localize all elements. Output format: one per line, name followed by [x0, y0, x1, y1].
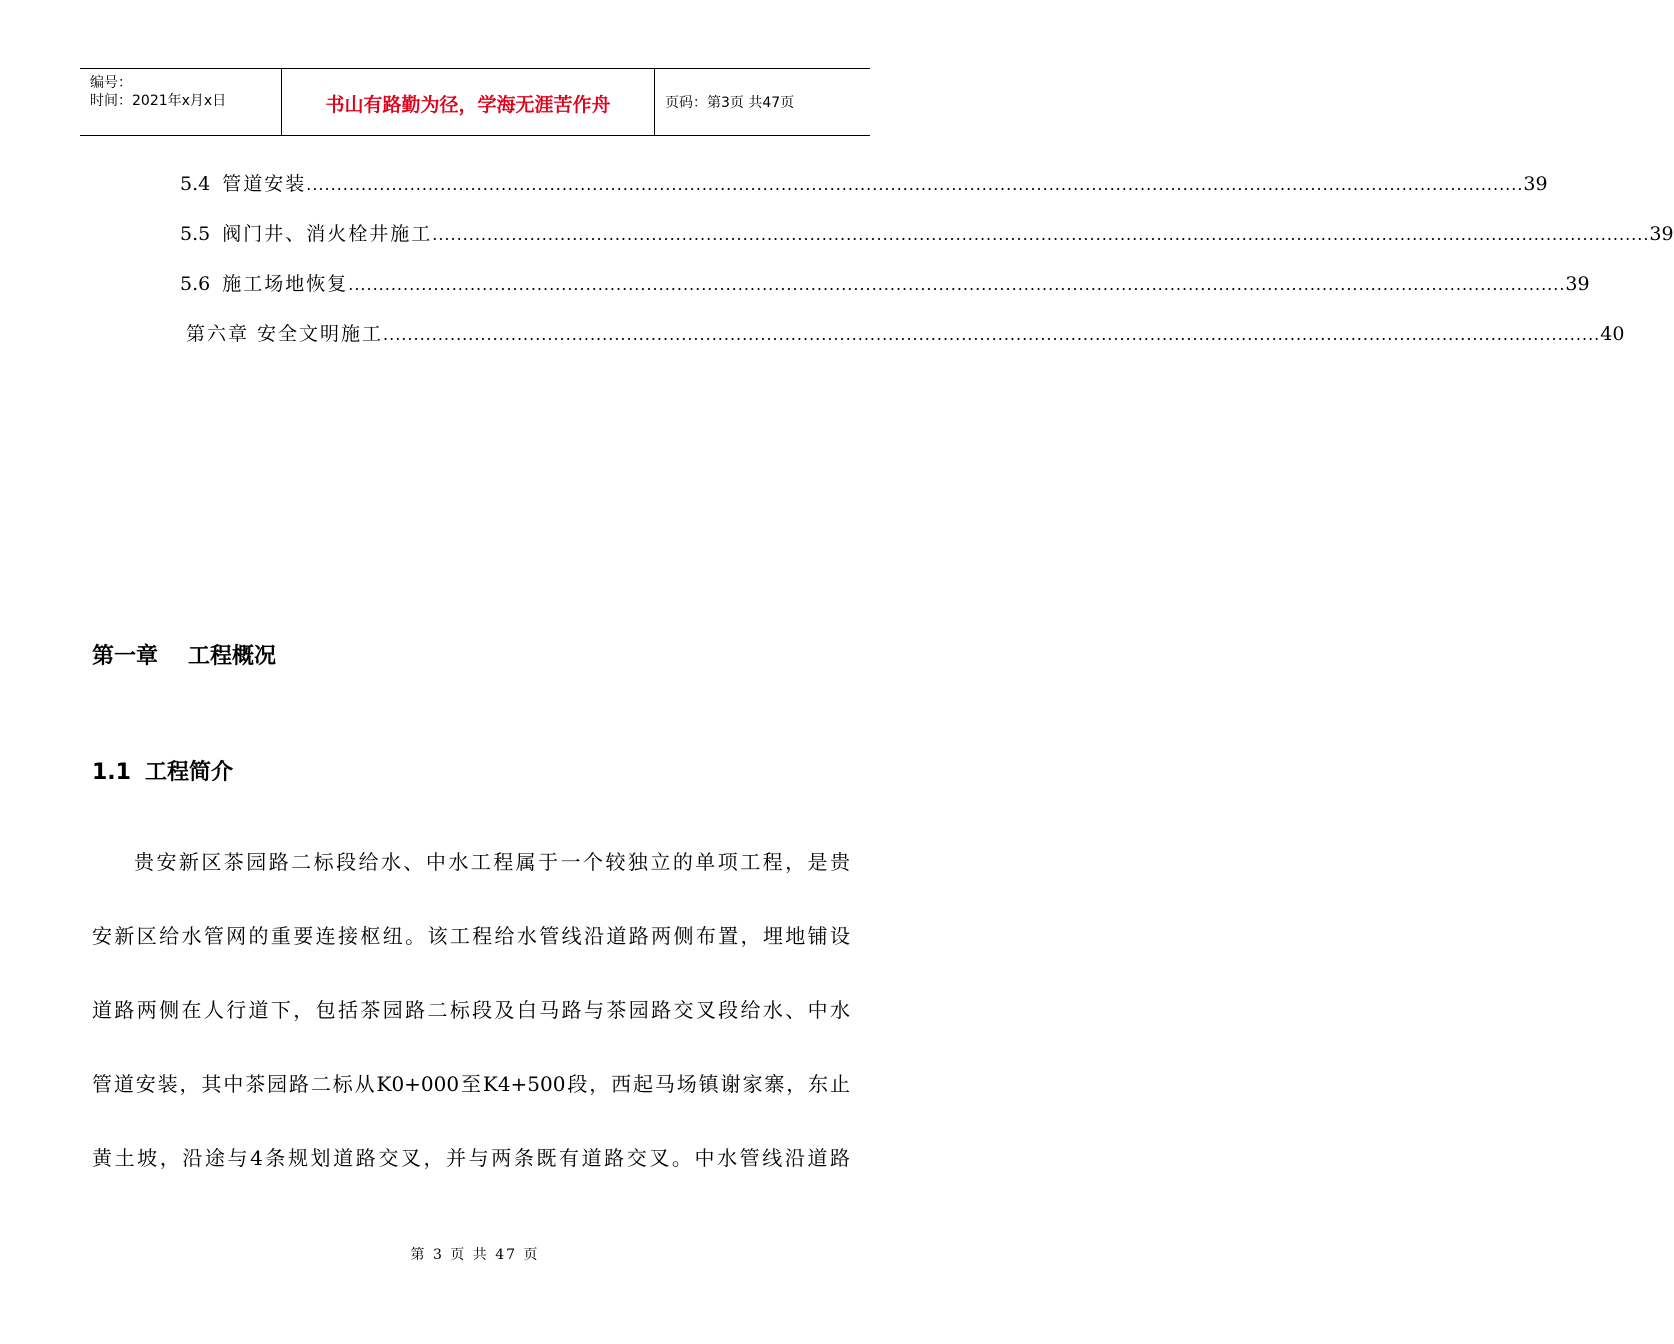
toc-entry-page: 40 — [1600, 323, 1625, 345]
toc-entry-number: 5.4 — [180, 173, 211, 195]
page-footer: 第 3 页 共 47 页 — [410, 1247, 540, 1263]
toc-entry-title: 第六章 安全文明施工 — [186, 323, 384, 345]
toc-entry-title: 阀门井、消火栓井施工 — [222, 223, 433, 245]
section-heading — [92, 758, 233, 788]
header-page-info: 页码：第3页 共47页 — [665, 95, 795, 111]
paragraph-line: 道路两侧在人行道下，包括茶园路二标段及白马路与茶园路交叉段给水、中水 — [92, 998, 850, 1022]
header-meta-cell — [80, 69, 282, 135]
toc-leader-dots: ........................................................................................................................................................................................................ — [383, 325, 1601, 344]
paragraph-line: 贵安新区茶园路二标段给水、中水工程属于一个较独立的单项工程，是贵 — [134, 850, 850, 874]
toc-entry[interactable] — [180, 271, 1590, 297]
toc-entry-page: 39 — [1523, 173, 1548, 195]
chapter-heading — [92, 642, 276, 672]
toc-entry-page: 39 — [1565, 273, 1590, 295]
toc-leader-dots: ........................................................................................................................................................................................................ — [432, 225, 1650, 244]
toc-entry[interactable] — [180, 171, 1548, 197]
document-number-label: 编号： — [90, 75, 132, 91]
paragraph-line: 黄土坡，沿途与4条规划道路交叉，并与两条既有道路交叉。中水管线沿道路 — [92, 1146, 850, 1170]
toc-leader-dots: ........................................................................................................................................................................................................ — [348, 275, 1566, 294]
toc-entry-chapter[interactable] — [186, 321, 1625, 347]
paragraph-line: 安新区给水管网的重要连接枢纽。该工程给水管线沿道路两侧布置，埋地铺设 — [92, 924, 850, 948]
toc-entry-number: 5.6 — [180, 273, 211, 295]
header-page-cell — [655, 69, 870, 135]
toc-entry-page: 39 — [1649, 223, 1674, 245]
section-title: 工程简介 — [144, 760, 233, 785]
toc-entry-title: 管道安装 — [222, 173, 307, 195]
header-motto-cell — [282, 69, 655, 135]
paragraph-line: 管道安装，其中茶园路二标从K0+000至K4+500段，西起马场镇谢家寨，东止 — [92, 1072, 850, 1096]
chapter-title: 工程概况 — [188, 644, 277, 669]
toc-entry-number: 5.5 — [180, 223, 211, 245]
page-header — [80, 68, 870, 136]
toc-entry[interactable] — [180, 221, 1674, 247]
section-number: 1.1 — [92, 760, 131, 785]
toc-leader-dots: ........................................................................................................................................................................................................ — [306, 175, 1524, 194]
document-date-label: 时间：2021年x月x日 — [90, 93, 227, 109]
chapter-label: 第一章 — [92, 644, 159, 669]
header-motto: 书山有路勤为径，学海无涯苦作舟 — [325, 94, 611, 116]
toc-entry-title: 施工场地恢复 — [222, 273, 349, 295]
